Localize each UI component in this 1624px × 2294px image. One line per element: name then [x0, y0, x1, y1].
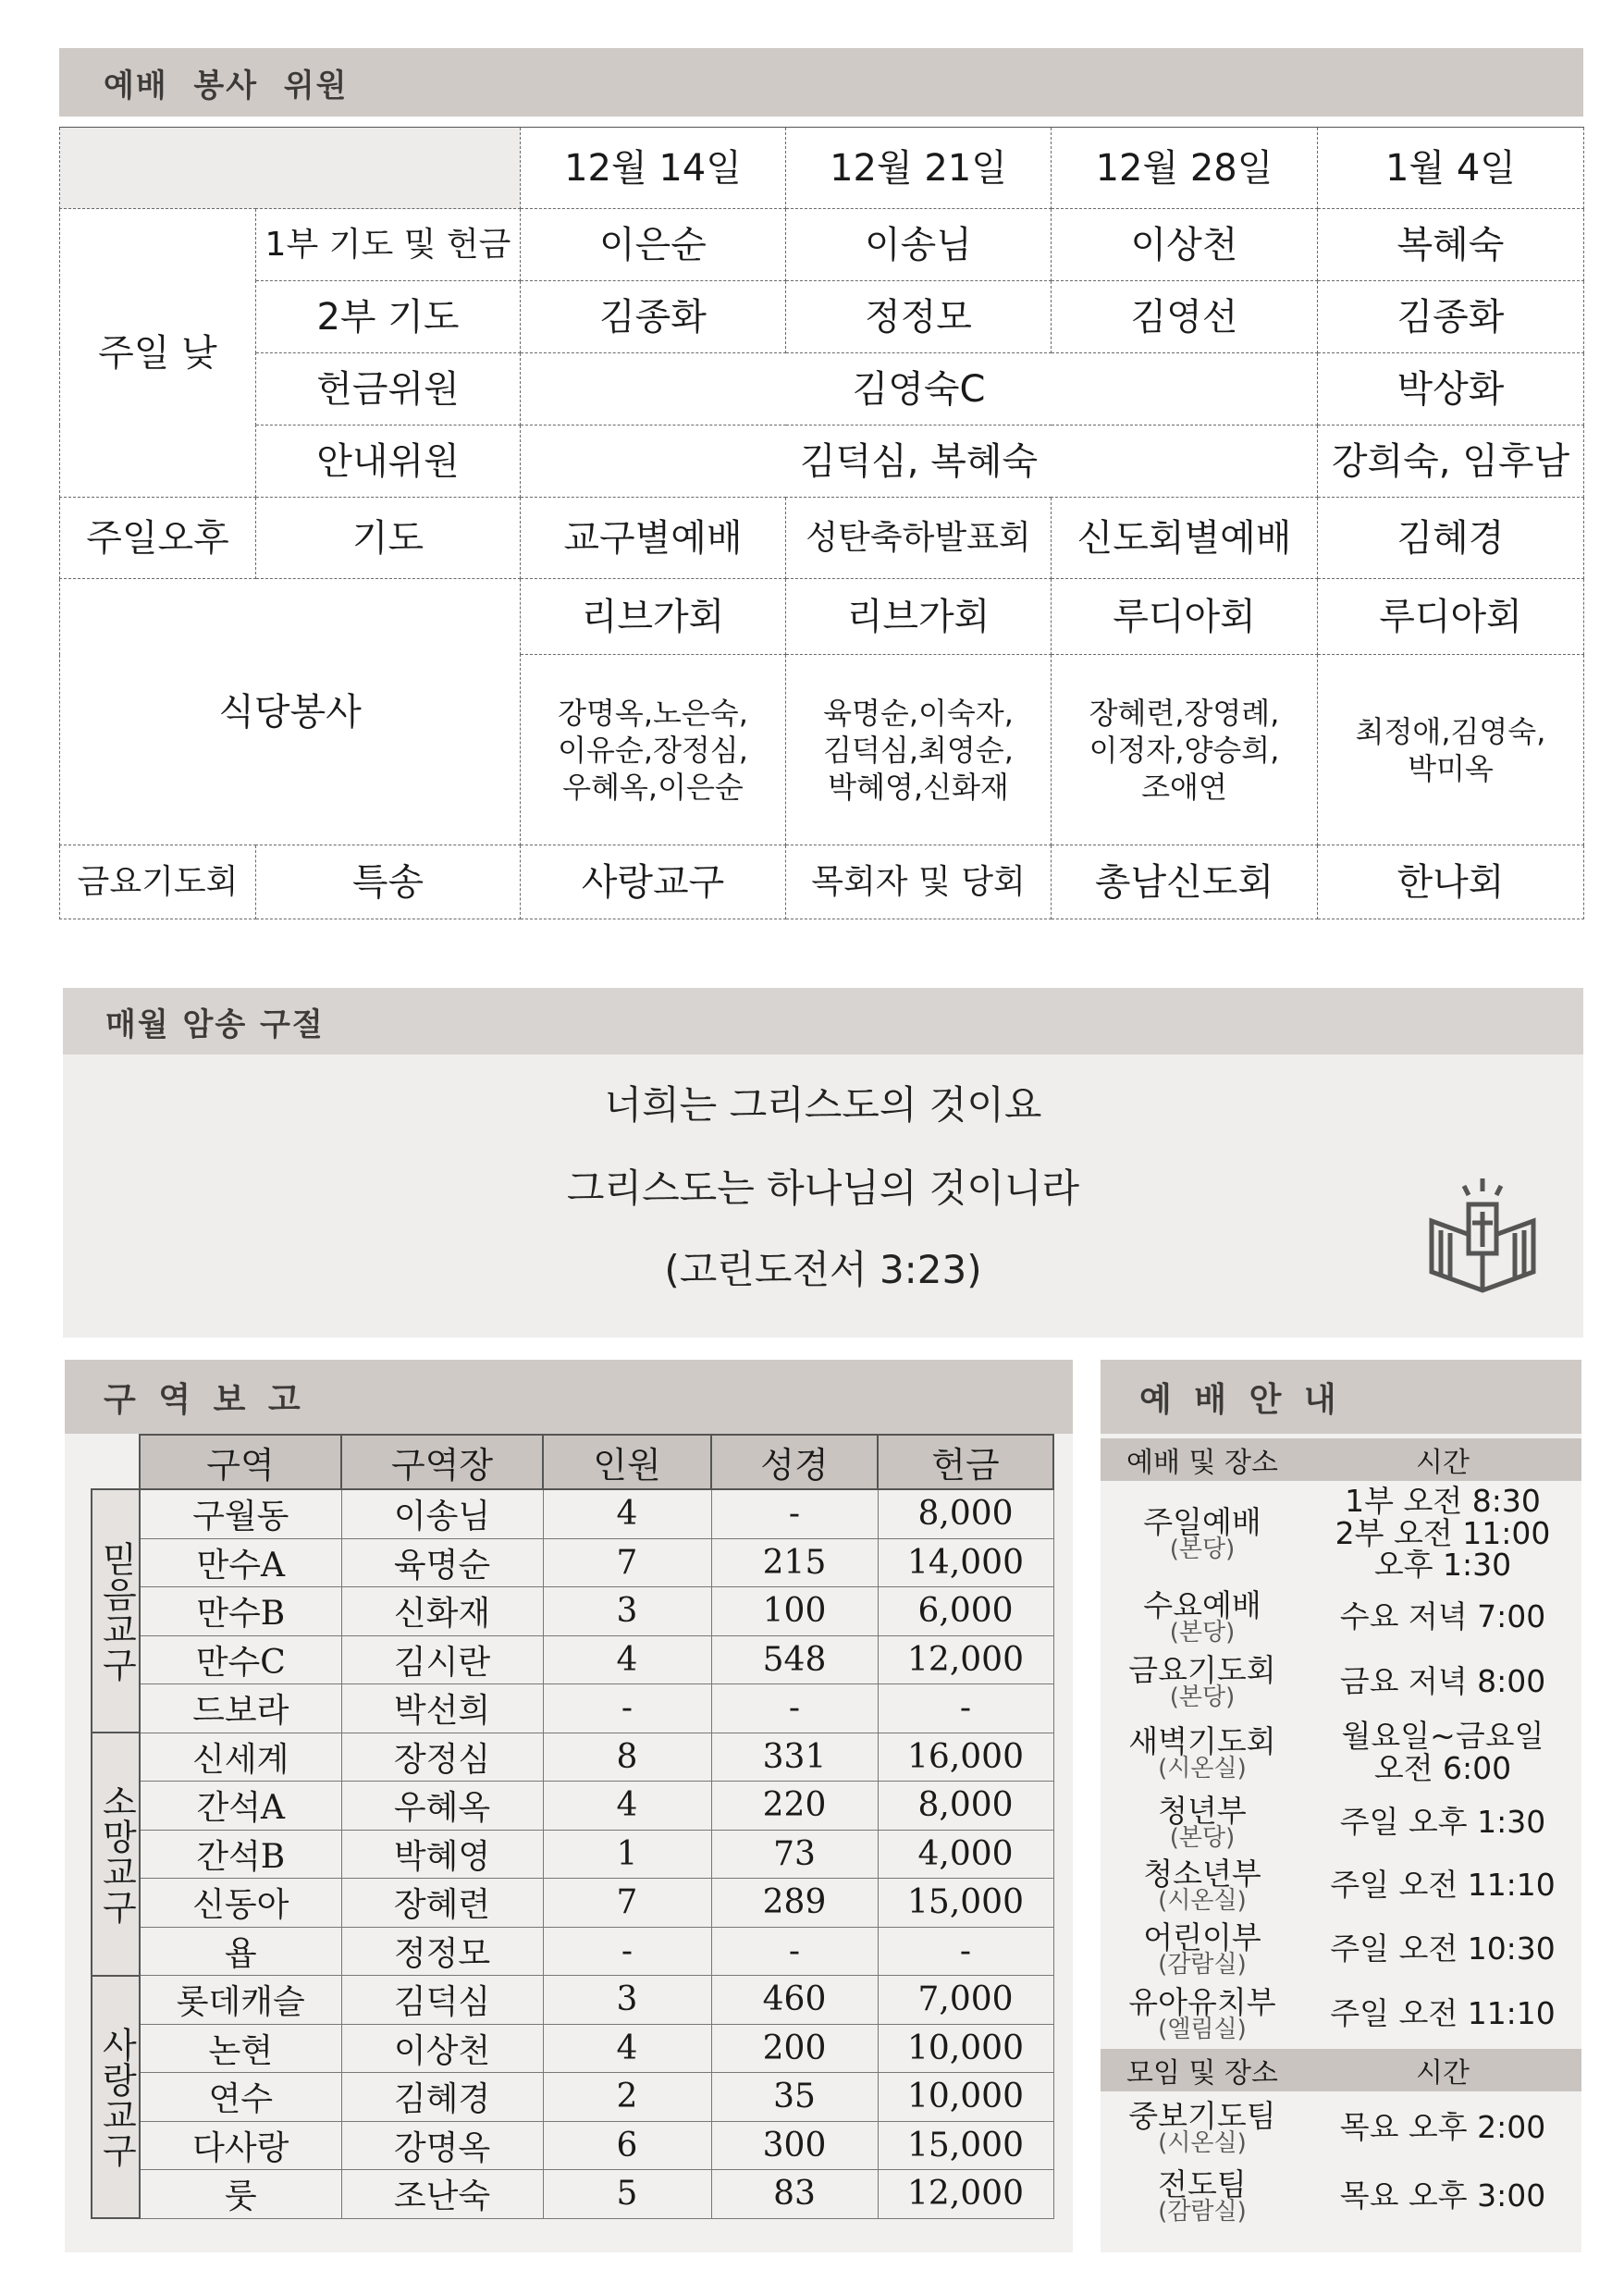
report-cell: 15,000: [878, 1879, 1053, 1928]
report-cell: 200: [711, 2024, 878, 2073]
report-cell: 롯데캐슬: [140, 1976, 341, 2025]
guide-event: [1101, 1855, 1304, 1915]
table-row: [92, 1927, 1053, 1976]
table-row: [92, 1684, 1053, 1733]
guide-time-line: 1부 오전 8:30: [1345, 1483, 1541, 1520]
member-line: 이정자,양승희,: [1089, 732, 1280, 768]
guide-row: [1101, 1980, 1581, 2047]
guide-event-place: (감람실): [1158, 2197, 1247, 2226]
report-cell: 2: [543, 2073, 711, 2122]
guide-event-place: (본당): [1169, 1618, 1236, 1646]
report-cell: 만수C: [140, 1635, 341, 1684]
report-cell: 10,000: [878, 2024, 1053, 2073]
report-cell: 김혜경: [341, 2073, 543, 2122]
report-cell: 35: [711, 2073, 878, 2122]
member-line: 육명순,이숙자,: [823, 695, 1014, 731]
guide-col-header: 예배 및 장소: [1126, 1447, 1278, 1479]
guide-time-line: 주일 오전 11:10: [1330, 1994, 1556, 2031]
report-cell: 8: [543, 1733, 711, 1782]
table-row: [92, 1733, 1053, 1782]
guide-row: [1101, 1792, 1581, 1853]
guide-event-time: [1304, 2177, 1581, 2214]
guide-event-name: 중보기도팀: [1128, 2097, 1276, 2134]
friday-label: 금요기도회: [60, 845, 256, 919]
table-row: [92, 1782, 1053, 1831]
verse-line-2: 그리스도는 하나님의 것이니라: [566, 1166, 1080, 1211]
guide-event-name: 유아유치부: [1128, 1983, 1276, 2020]
report-cell: 12,000: [878, 1635, 1053, 1684]
guide-event-name: 주일예배: [1143, 1503, 1261, 1540]
guide-event: [1101, 1586, 1304, 1646]
report-cell: 김덕심: [341, 1976, 543, 2025]
guide-event: [1101, 1918, 1304, 1979]
guide-event-place: (시온실): [1158, 1886, 1247, 1915]
report-cell: 장혜련: [341, 1879, 543, 1928]
duty-cell: 교구별예배: [521, 498, 786, 579]
report-corner: [92, 1435, 140, 1489]
guide-event-place: (감람실): [1158, 1950, 1247, 1979]
guide-row: [1101, 1714, 1581, 1792]
guide-event-name: 수요예배: [1143, 1586, 1261, 1623]
report-cell: 룻: [140, 2170, 341, 2219]
duty-table: [59, 127, 1584, 919]
guide-row: [1101, 2162, 1581, 2230]
duty-cell: 사랑교구: [521, 845, 786, 919]
table-row: [92, 2073, 1053, 2122]
member-line: 조애연: [1141, 769, 1227, 805]
report-cell: 10,000: [878, 2073, 1053, 2122]
report-cell: 3: [543, 1976, 711, 2025]
guide-event-time: [1304, 1662, 1581, 1699]
duty-row-label: 1부 기도 및 헌금: [256, 209, 521, 281]
guide-section-title: 예 배 안 내: [1139, 1380, 1342, 1419]
report-col-header: 인원: [543, 1435, 711, 1489]
report-cell: 16,000: [878, 1733, 1053, 1782]
member-line: 김덕심,최영순,: [823, 732, 1014, 768]
guide-col-header: 모임 및 장소: [1126, 2057, 1278, 2090]
duty-row: [60, 845, 1584, 919]
guide-row: [1101, 1853, 1581, 1918]
report-cell: 7: [543, 1538, 711, 1587]
guide-event-place: (시온실): [1158, 1754, 1247, 1782]
guide-event-time: [1304, 1597, 1581, 1634]
report-col-header: 헌금: [878, 1435, 1053, 1489]
report-cell: 신동아: [140, 1879, 341, 1928]
guide-event: [1101, 2097, 1304, 2157]
report-cell: 14,000: [878, 1538, 1053, 1587]
guide-time-line: 주일 오후 1:30: [1339, 1803, 1546, 1840]
report-cell: -: [711, 1489, 878, 1538]
report-cell: 연수: [140, 2073, 341, 2122]
report-section-title: 구 역 보 고: [104, 1380, 306, 1419]
duty-row: [60, 281, 1584, 353]
duty-row: [60, 498, 1584, 579]
verse-section-header: [63, 988, 1583, 1054]
kitchen-label: 식당봉사: [60, 579, 521, 845]
guide-event-time: [1304, 1994, 1581, 2031]
table-row: [92, 1879, 1053, 1928]
duty-date: 12월 21일: [786, 128, 1052, 209]
sunday-label: 주일 낮: [60, 209, 256, 498]
report-cell: 460: [711, 1976, 878, 2025]
table-row: [92, 2121, 1053, 2170]
report-cell: 신세계: [140, 1733, 341, 1782]
member-line: 최정애,김영숙,: [1355, 713, 1546, 749]
member-line: 박미옥: [1408, 750, 1494, 786]
guide-header-row: [1101, 1438, 1581, 1481]
guide-event-name: 청년부: [1158, 1792, 1247, 1829]
guide-header-row-2: [1101, 2049, 1581, 2091]
kitchen-members: [786, 655, 1052, 845]
guide-event-place: (본당): [1169, 1535, 1236, 1563]
report-cell: 만수B: [140, 1587, 341, 1636]
district-group-label: 믿음교구: [92, 1489, 140, 1733]
guide-event-place: (시온실): [1158, 2128, 1247, 2157]
report-cell: 4: [543, 1782, 711, 1831]
guide-event-name: 새벽기도회: [1128, 1722, 1276, 1759]
report-col-header: 구역: [140, 1435, 341, 1489]
verse-line-1: 너희는 그리스도의 것이요: [604, 1082, 1042, 1128]
report-cell: 8,000: [878, 1782, 1053, 1831]
duty-cell: 강희숙, 임후남: [1318, 426, 1584, 498]
guide-event-name: 청소년부: [1143, 1855, 1261, 1892]
report-cell: 간석B: [140, 1830, 341, 1879]
table-row: [92, 1976, 1053, 2025]
duty-row-label: 2부 기도: [256, 281, 521, 353]
kitchen-group: 리브가회: [521, 579, 786, 655]
report-cell: -: [543, 1927, 711, 1976]
duty-cell: 김종화: [1318, 281, 1584, 353]
report-cell: 300: [711, 2121, 878, 2170]
table-row: [92, 2170, 1053, 2219]
report-cell: 박선희: [341, 1684, 543, 1733]
guide-event-time: [1304, 1483, 1581, 1584]
guide-row: [1101, 1483, 1581, 1585]
member-line: 강명옥,노은숙,: [558, 695, 748, 731]
guide-time-line: 금요 저녁 8:00: [1339, 1662, 1546, 1699]
report-cell: 욥: [140, 1927, 341, 1976]
report-cell: 이상천: [341, 2024, 543, 2073]
guide-event-name: 전도팀: [1158, 2165, 1247, 2202]
report-cell: 신화재: [341, 1587, 543, 1636]
guide-time-line: 목요 오후 2:00: [1339, 2108, 1546, 2145]
report-cell: 289: [711, 1879, 878, 1928]
duty-cell: 박상화: [1318, 353, 1584, 426]
duty-row-label: 기도: [256, 498, 521, 579]
duty-cell: 김영선: [1052, 281, 1318, 353]
guide-row: [1101, 1585, 1581, 1649]
guide-event-place: (엘림실): [1158, 2015, 1247, 2043]
kitchen-group: 루디아회: [1052, 579, 1318, 655]
report-cell: -: [711, 1684, 878, 1733]
report-cell: 215: [711, 1538, 878, 1587]
guide-row: [1101, 2093, 1581, 2162]
duty-cell: 이송님: [786, 209, 1052, 281]
district-group-label: 사랑교구: [92, 1976, 140, 2219]
guide-event-place: (본당): [1169, 1683, 1236, 1711]
report-cell: 15,000: [878, 2121, 1053, 2170]
guide-event: [1101, 1792, 1304, 1852]
verse-box: [63, 1054, 1583, 1338]
report-cell: -: [878, 1684, 1053, 1733]
guide-section-header: [1101, 1360, 1581, 1434]
report-cell: 73: [711, 1830, 878, 1879]
duty-corner: [60, 128, 521, 209]
duty-section-title: 예배 봉사 위원: [104, 67, 349, 105]
guide-event-time: [1304, 1720, 1581, 1784]
duty-row: [60, 209, 1584, 281]
report-cell: 드보라: [140, 1684, 341, 1733]
kitchen-group: 루디아회: [1318, 579, 1584, 655]
duty-cell-span: 김덕심, 복혜숙: [521, 426, 1318, 498]
report-cell: 조난숙: [341, 2170, 543, 2219]
guide-event-time: [1304, 1930, 1581, 1967]
guide-time-line: 오후 1:30: [1373, 1547, 1512, 1584]
duty-row-label: 안내위원: [256, 426, 521, 498]
report-cell: 3: [543, 1587, 711, 1636]
guide-event-time: [1304, 2108, 1581, 2145]
report-cell: 4: [543, 1489, 711, 1538]
table-row: [92, 1635, 1053, 1684]
member-line: 장혜련,장영례,: [1089, 695, 1280, 731]
duty-cell: 김종화: [521, 281, 786, 353]
duty-cell: 정정모: [786, 281, 1052, 353]
guide-event-name: 어린이부: [1143, 1918, 1261, 1955]
report-cell: 육명순: [341, 1538, 543, 1587]
report-cell: 이송님: [341, 1489, 543, 1538]
table-row: [92, 1489, 1053, 1538]
district-report-table: [91, 1434, 1054, 2219]
guide-event: [1101, 1651, 1304, 1711]
duty-cell: 김혜경: [1318, 498, 1584, 579]
duty-date: 12월 28일: [1052, 128, 1318, 209]
report-cell: 7,000: [878, 1976, 1053, 2025]
duty-cell: 이은순: [521, 209, 786, 281]
report-cell: 8,000: [878, 1489, 1053, 1538]
guide-row: [1101, 1918, 1581, 1980]
report-cell: 7: [543, 1879, 711, 1928]
guide-time-line: 목요 오후 3:00: [1339, 2177, 1546, 2214]
report-cell: 강명옥: [341, 2121, 543, 2170]
report-header-row: [92, 1435, 1053, 1489]
report-cell: -: [711, 1927, 878, 1976]
duty-cell: 목회자 및 당회: [786, 845, 1052, 919]
duty-row: [60, 426, 1584, 498]
duty-row: [60, 353, 1584, 426]
report-cell: 장정심: [341, 1733, 543, 1782]
report-cell: 김시란: [341, 1635, 543, 1684]
report-col-header: 성경: [711, 1435, 878, 1489]
district-group-label: 소망교구: [92, 1733, 140, 1976]
report-cell: 6,000: [878, 1587, 1053, 1636]
report-cell: 548: [711, 1635, 878, 1684]
duty-date: 12월 14일: [521, 128, 786, 209]
guide-event: [1101, 1983, 1304, 2043]
table-row: [92, 1830, 1053, 1879]
report-cell: 간석A: [140, 1782, 341, 1831]
guide-row: [1101, 1649, 1581, 1714]
duty-cell: 신도회별예배: [1052, 498, 1318, 579]
kitchen-group: 리브가회: [786, 579, 1052, 655]
duty-header-row: [60, 128, 1584, 209]
guide-time-line: 2부 오전 11:00: [1335, 1514, 1551, 1551]
guide-event-place: (본당): [1169, 1823, 1236, 1852]
report-cell: 다사랑: [140, 2121, 341, 2170]
guide-col-header: 시간: [1416, 1447, 1470, 1479]
duty-date: 1월 4일: [1318, 128, 1584, 209]
guide-event-time: [1304, 1866, 1581, 1903]
report-cell: 1: [543, 1830, 711, 1879]
guide-time-line: 오전 6:00: [1373, 1750, 1512, 1786]
report-cell: 4: [543, 2024, 711, 2073]
guide-time-line: 주일 오전 11:10: [1330, 1866, 1556, 1903]
member-line: 우혜옥,이은순: [562, 769, 744, 805]
table-row: [92, 1538, 1053, 1587]
bible-icon: [1413, 1166, 1552, 1304]
report-cell: 5: [543, 2170, 711, 2219]
report-cell: 331: [711, 1733, 878, 1782]
kitchen-group-row: [60, 579, 1584, 655]
duty-cell: 총남신도회: [1052, 845, 1318, 919]
verse-section-title: 매월 암송 구절: [105, 1005, 325, 1043]
report-cell: 논현: [140, 2024, 341, 2073]
table-row: [92, 2024, 1053, 2073]
guide-event: [1101, 1503, 1304, 1563]
duty-section-header: [59, 48, 1583, 117]
member-line: 이유순,장정심,: [558, 732, 748, 768]
kitchen-members: [521, 655, 786, 845]
afternoon-label: 주일오후: [60, 498, 256, 579]
duty-cell-span: 김영숙C: [521, 353, 1318, 426]
report-col-header: 구역장: [341, 1435, 543, 1489]
member-line: 박혜영,신화재: [828, 769, 1009, 805]
duty-row-label: 헌금위원: [256, 353, 521, 426]
report-cell: 4: [543, 1635, 711, 1684]
report-cell: -: [878, 1927, 1053, 1976]
duty-row-label: 특송: [256, 845, 521, 919]
report-section-header: [65, 1360, 1073, 1434]
report-cell: 우혜옥: [341, 1782, 543, 1831]
report-cell: 만수A: [140, 1538, 341, 1587]
duty-cell: 복혜숙: [1318, 209, 1584, 281]
guide-event-name: 금요기도회: [1128, 1651, 1276, 1688]
report-cell: 정정모: [341, 1927, 543, 1976]
report-cell: 220: [711, 1782, 878, 1831]
kitchen-members: [1318, 655, 1584, 845]
report-cell: 박혜영: [341, 1830, 543, 1879]
duty-cell: 이상천: [1052, 209, 1318, 281]
report-cell: 4,000: [878, 1830, 1053, 1879]
guide-event: [1101, 2165, 1304, 2226]
table-row: [92, 1587, 1053, 1636]
guide-time-line: 월요일~금요일: [1341, 1718, 1544, 1755]
report-cell: -: [543, 1684, 711, 1733]
report-cell: 12,000: [878, 2170, 1053, 2219]
report-cell: 83: [711, 2170, 878, 2219]
verse-reference: (고린도전서 3:23): [664, 1247, 982, 1292]
guide-col-header: 시간: [1416, 2057, 1470, 2090]
kitchen-members: [1052, 655, 1318, 845]
report-body: [92, 1489, 1053, 2218]
guide-event: [1101, 1722, 1304, 1782]
report-cell: 6: [543, 2121, 711, 2170]
report-cell: 구월동: [140, 1489, 341, 1538]
guide-time-line: 수요 저녁 7:00: [1339, 1597, 1546, 1634]
duty-cell: 성탄축하발표회: [786, 498, 1052, 579]
duty-cell: 한나회: [1318, 845, 1584, 919]
guide-event-time: [1304, 1803, 1581, 1840]
guide-time-line: 주일 오전 10:30: [1330, 1930, 1556, 1967]
report-cell: 100: [711, 1587, 878, 1636]
